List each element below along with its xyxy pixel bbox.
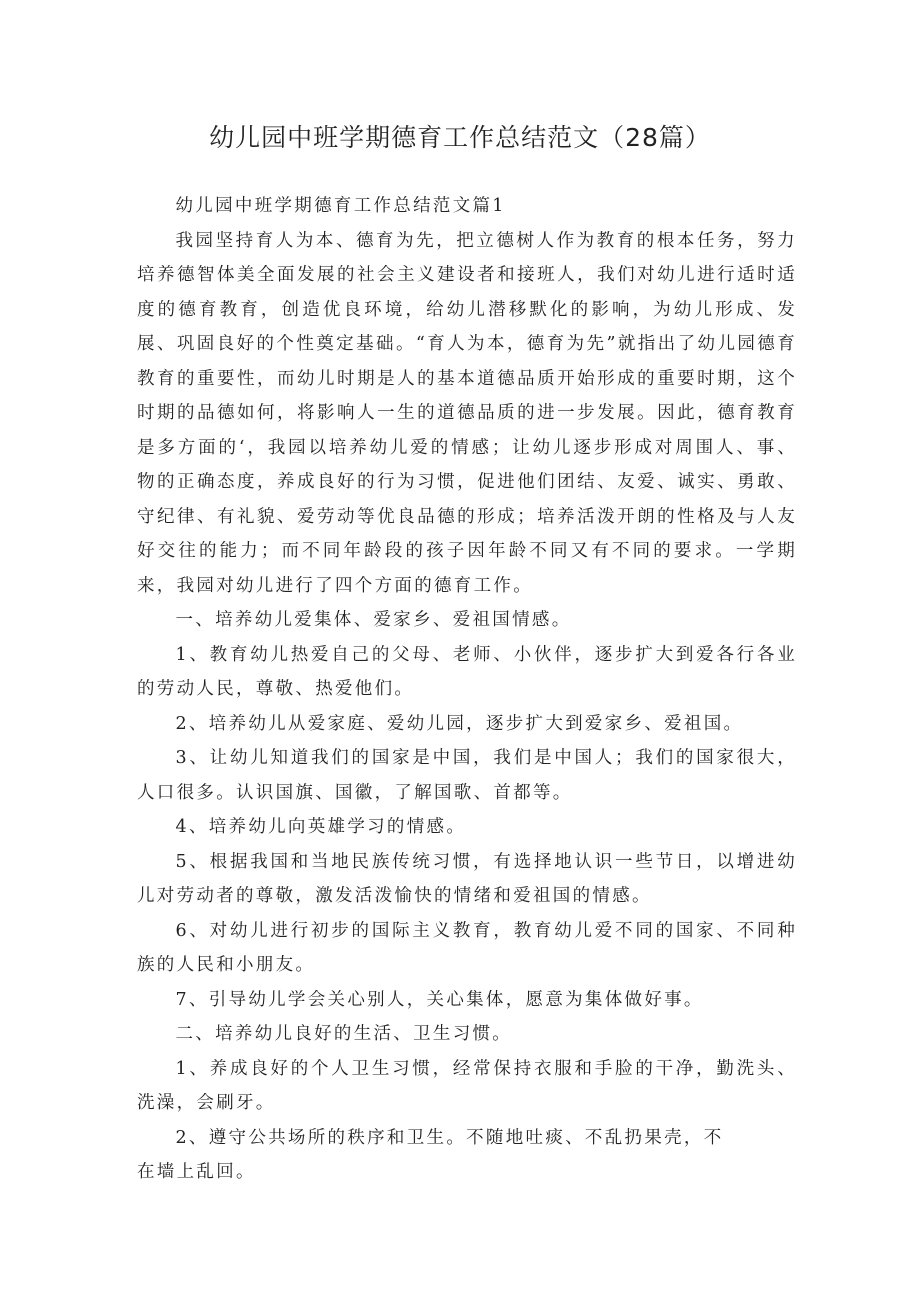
- list-item: 6、对幼儿进行初步的国际主义教育，教育幼儿爱不同的国家、不同种族的人民和小朋友。: [137, 920, 797, 975]
- paragraph: 我园坚持育人为本、德育为先，把立德树人作为教育的根本任务，努力培养德智体美全面发展的社会主义建设者和接班人，我们对幼儿进行适时适度的德育教育，创造优良环境，给幼儿潜移默化的影响，为幼儿形成、发展、巩固良好的个性奠定基础。“育人为本，德育为先”就指出了幼儿园德育教育的重要性，而幼儿时期是人的基本道德品质开始形成的重要时期，这个时期的品德如何，将影响人一生的道德品质的进一步发展。因此，德育教育是多方面的‘，我园以培养幼儿爱的情感；让幼儿逐步形成对周围人、事、物的正确态度，养成良好的行为习惯，促进他们团结、友爱、诚实、勇敢、守纪律、有礼貌、爱劳动等优良品德的形成；培养活泼开朗的性格及与人友好交往的能力；而不同年龄段的孩子因年龄不同又有不同的要求。一学期来，我园对幼儿进行了四个方面的德育工作。: [137, 230, 797, 596]
- document-title: 幼儿园中班学期德育工作总结范文（28篇）: [209, 123, 711, 152]
- section-heading: 幼儿园中班学期德育工作总结范文篇1: [175, 196, 506, 216]
- list-item: 2、遵守公共场所的秩序和卫生。不随地吐痰、不乱扔果壳，不: [175, 1127, 724, 1148]
- subheading: 一、培养幼儿爱集体、爱家乡、爱祖国情感。: [175, 610, 572, 630]
- list-item: 3、让幼儿知道我们的国家是中国，我们是中国人；我们的国家很大，人口很多。认识国旗、国徽，了解国歌、首都等。: [137, 748, 797, 803]
- list-item: 1、教育幼儿热爱自己的父母、老师、小伙伴，逐步扩大到爱各行各业的劳动人民，尊敬、热爱他们。: [137, 644, 797, 699]
- list-item: 4、培养幼儿向英雄学习的情感。: [175, 817, 467, 837]
- list-item: 2、培养幼儿从爱家庭、爱幼儿园，逐步扩大到爱家乡、爱祖国。: [175, 713, 744, 734]
- list-item: 5、根据我国和当地民族传统习惯，有选择地认识一些节日，以增进幼儿对劳动者的尊敬，激发活泼愉快的情绪和爱祖国的情感。: [137, 851, 797, 906]
- list-item: 7、引导幼儿学会关心别人，关心集体，愿意为集体做好事。: [175, 989, 704, 1010]
- list-item: 1、养成良好的个人卫生习惯，经常保持衣服和手脸的干净，勤洗头、洗澡，会刷牙。: [137, 1058, 797, 1113]
- document-body: [137, 189, 797, 1190]
- paragraph-continuation: 在墙上乱回。: [137, 1162, 256, 1182]
- subheading: 二、培养幼儿良好的生活、卫生习惯。: [175, 1024, 513, 1044]
